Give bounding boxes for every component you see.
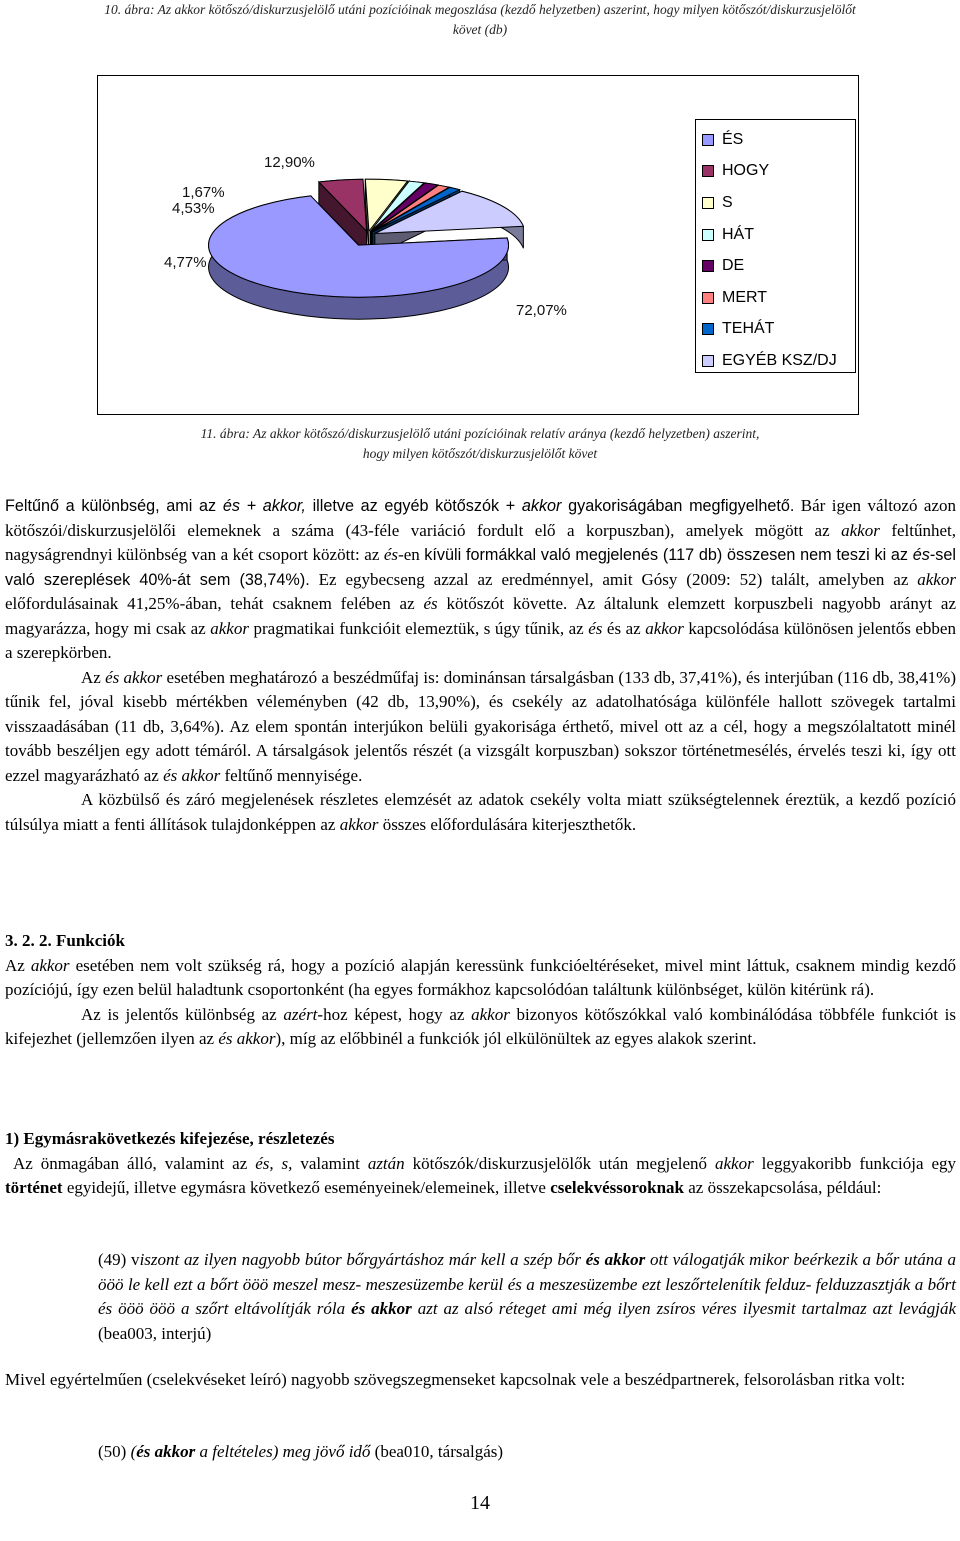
legend-label: EGYÉB KSZ/DJ xyxy=(722,351,837,369)
paragraph-enumeration: Mivel egyértelműen (cselekvéseket leíró) nagyobb szövegszegmenseket kapcsolnak vele a beszédpartnerek, felsorolásban ritka volt: xyxy=(5,1370,906,1389)
legend-swatch xyxy=(702,323,714,335)
legend-item xyxy=(702,282,855,314)
legend-swatch xyxy=(702,292,714,304)
legend-swatch xyxy=(702,134,714,146)
legend-item xyxy=(702,187,855,219)
paragraph-1: Feltűnő a különbség, ami az és + akkor, illetve az egyéb kötőszók + akkor gyakoriságában megfigyelhető. Bár igen változó azon kötőszói/diskurzusjelölői elemeknek a száma (43-féle variáció fordult elő a korpuszban), amelyek mögött az akkor feltűnhet, nagyságrendnyi különbség van a két csoport között: az és-en kívüli formákkal való megjelenés (117 db) összesen nem teszi ki az és-sel való szereplések 40%-át sem (38,74%). Ez egybecseng azzal az eredménnyel, amit Gósy (2009: 52) talált, amelyben az akkor előfordulásainak 41,25%-ában, tehát csaknem felében az és kötőszót követte. Az általunk elemzett korpuszbeli nagyobb arányt az magyarázza, hogy mi csak az akkor pragmatikai funkcióit elemeztük, s úgy tűnik, az és és az akkor kapcsolódása különösen jelentős ebben a szerepkörben. Az és akkor esetében meghatározó a beszédműfaj is: dominánsan társalgásban (133 db, 37,41%), és interjúban (116 db, 38,41%) tűnik fel, jóval kisebb mértékben véleményben (42 db, 13,90%), és csekély az adatolhatósága különféle hallott szövegek tartalmi visszaadásában (11 db, 3,64%). Az elem spontán interjúkon belüli gyakorisága érthető, mivel ott az a cél, hogy a megszólaltatott minél tovább beszéljen egy adott témáról. A társalgások jelentős részét (a vizsgált korpuszban) sokszor történetmesélés, érvelés teszi ki, így ott ezzel magyarázható az és akkor feltűnő mennyisége. A közbülső és záró megjelenések részletes elemzését az adatok csekély volta miatt szükségtelennek éreztük, a kezdő pozíció túlsúlya miatt a fenti állítások tulajdonképpen az akkor összes előfordulására kiterjeszthetők. xyxy=(5,496,956,834)
legend-swatch xyxy=(702,260,714,272)
example-49-source: (bea003, interjú) xyxy=(98,1323,212,1343)
legend-swatch xyxy=(702,229,714,241)
legend-swatch xyxy=(702,165,714,177)
figure-11-caption-line-2: hogy milyen kötőszót/diskurzusjelölőt követ xyxy=(362,446,598,461)
figure-10-caption xyxy=(0,0,960,40)
figure-11-caption-line-1: 11. ábra: Az akkor kötőszó/diskurzusjelölő utáni pozícióinak relatív aránya (kezdő helyzetben) aszerint, xyxy=(200,426,760,441)
legend-label: S xyxy=(722,193,733,211)
legend-label: TEHÁT xyxy=(722,320,775,338)
legend-item xyxy=(702,250,855,282)
legend-label: DE xyxy=(722,257,745,275)
example-50: (50) (és akkor a feltételes) meg jövő idő (bea010, társalgás) xyxy=(98,1442,504,1461)
legend-swatch xyxy=(702,197,714,209)
section-heading-3-2-2: 3. 2. 2. Funkciók xyxy=(5,931,125,950)
legend-item xyxy=(702,124,855,156)
legend-label: ÉS xyxy=(722,130,744,148)
subsection-1: 1) Egymásrakövetkezés kifejezése, részletezés Az önmagában álló, valamint az és, s, valamint aztán kötőszók/diskurzusjelölők után megjelenő akkor leggyakoribb funkciója egy történet egyidejű, illetve egymásra következő eseményeinek/elemeinek, illetve cselekvéssoroknak az összekapcsolása, például: xyxy=(5,1129,957,1197)
legend-label: MERT xyxy=(722,288,768,306)
legend-label: HÁT xyxy=(722,225,754,243)
chart-legend xyxy=(695,119,856,373)
pie-data-label: 1,67% xyxy=(182,184,225,201)
legend-item xyxy=(702,156,855,188)
section-functions: 3. 2. 2. Funkciók Az akkor esetében nem volt szükség rá, hogy a pozíció alapján keressünk funkcióeltéréseket, mivel mint láttuk, csaknem mindig kezdő pozíciójú, így ezen belül haladtunk csoportonként (ha egyes formákhoz kapcsolódóan találtunk különbséget, külön kitérünk rá). Az is jelentős különbség az azért-hoz képest, hogy az akkor bizonyos kötőszókkal való kombinálódása többféle funkciót is kifejezhet (jellemzően ilyen az és akkor), míg az előbbinél a funkciók jól elkülönültek az egyes alakok szerint. xyxy=(5,931,956,1048)
pie-data-label: 72,07% xyxy=(516,302,567,319)
legend-item xyxy=(702,345,855,377)
legend-swatch xyxy=(702,355,714,367)
example-49: (49) viszont az ilyen nagyobb bútor bőrgyártáshoz már kell a szép bőr és akkor ott válogatják mikor beérkezik a bőr utána a ööö le kell ezt a bőrt ööö meszel mesz- meszesüzembe kerül és a meszesüzembe ezt leszőrtelenítik felduz- felduzzasztják a bőrt és ööö ööö a szőrt eltávolítják róla és akkor azt az alsó réteget ami még ilyen zsíros véres ilyesmit tartalmaz azt levágják (bea003, interjú) xyxy=(98,1250,957,1343)
example-50-source: (bea010, társalgás) xyxy=(374,1442,504,1461)
legend-item xyxy=(702,314,855,346)
subsection-heading-1: 1) Egymásrakövetkezés kifejezése, részletezés xyxy=(5,1129,335,1148)
page-number: 14 xyxy=(470,1492,490,1514)
pie-data-label: 4,53% xyxy=(172,200,215,217)
figure-10-caption-line-1: 10. ábra: Az akkor kötőszó/diskurzusjelölő utáni pozícióinak megoszlása (kezdő helyzetben) aszerint, hogy milyen kötőszót/diskurzusjelölőt xyxy=(104,2,856,17)
legend-item xyxy=(702,219,855,251)
legend-label: HOGY xyxy=(722,162,770,180)
figure-10-caption-line-2: követ (db) xyxy=(452,22,508,37)
pie-data-label: 12,90% xyxy=(264,154,315,171)
figure-11-caption xyxy=(0,424,960,464)
pie-chart xyxy=(98,76,688,414)
pie-data-label: 4,77% xyxy=(164,254,207,271)
pie-chart-frame xyxy=(97,75,859,415)
